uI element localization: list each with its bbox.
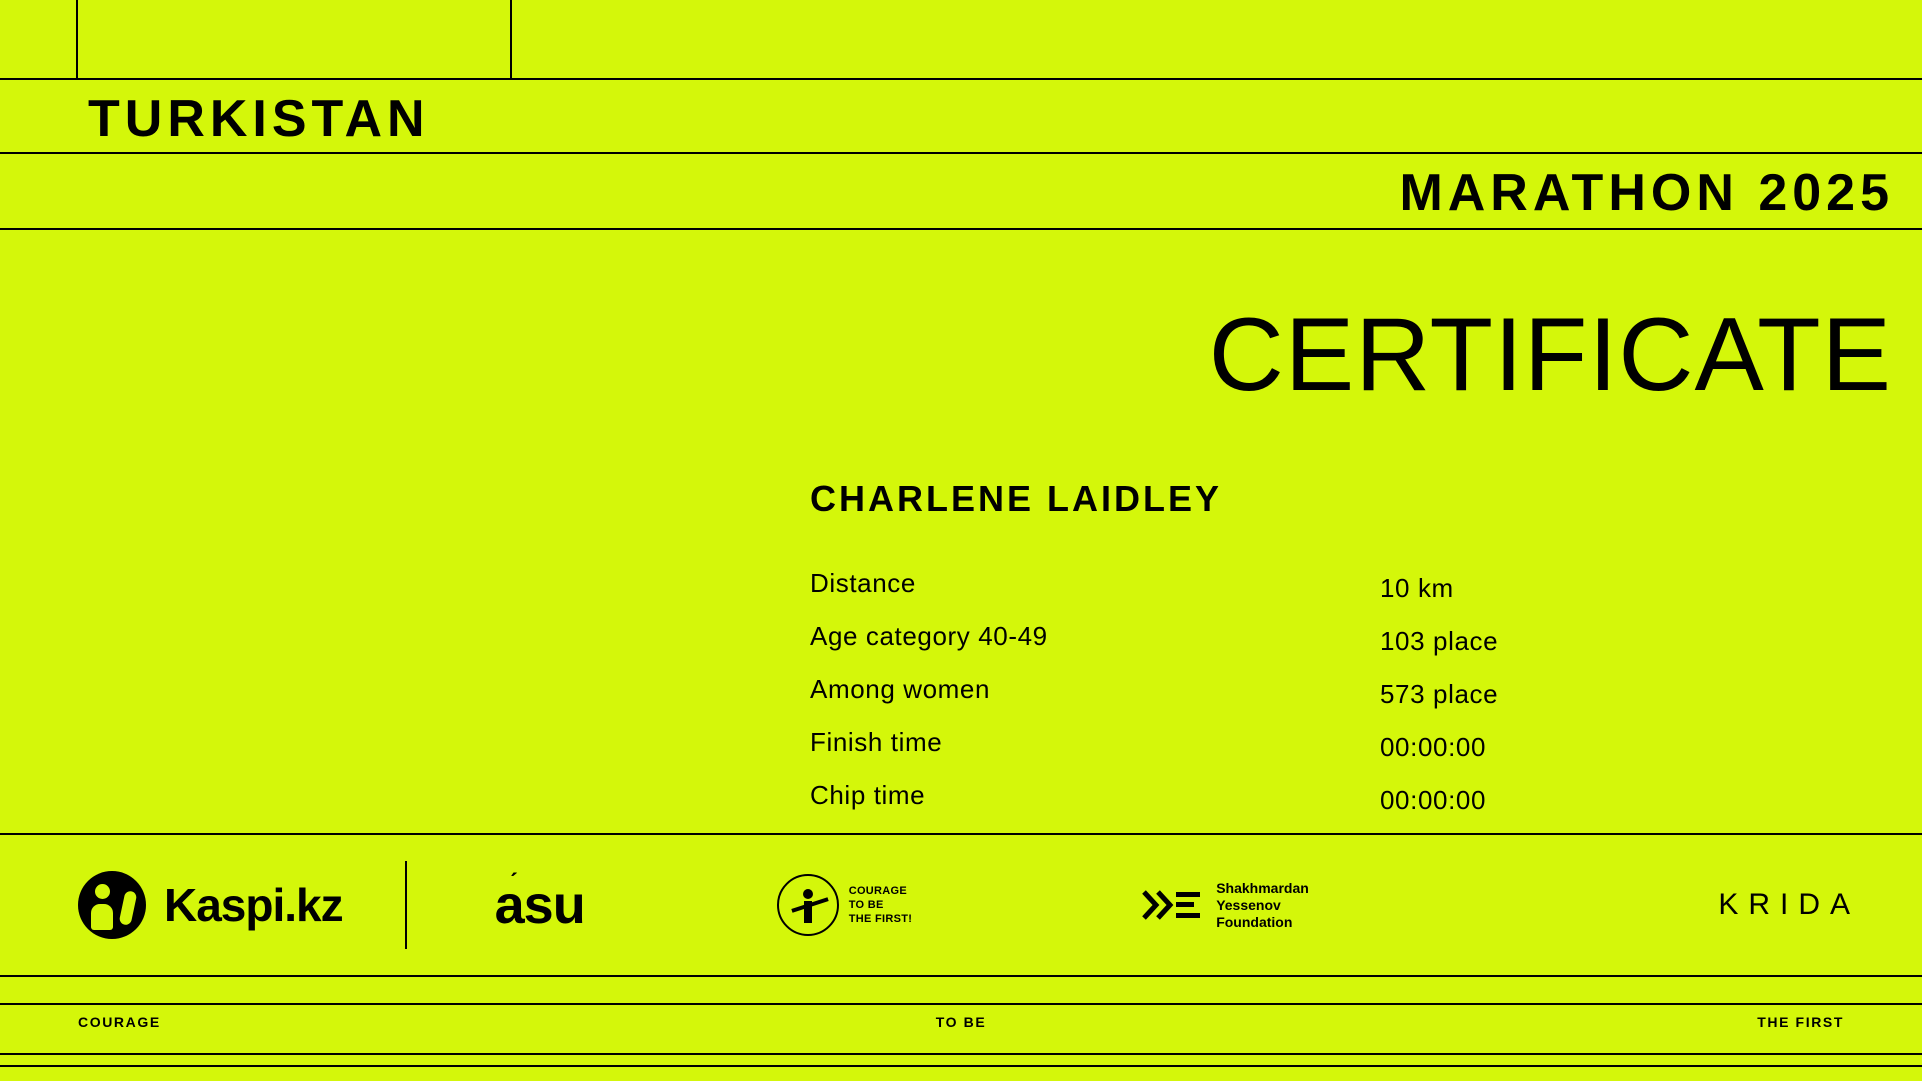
sponsor-asu: [495, 874, 585, 936]
divider-top-3: [0, 228, 1922, 230]
courage-fund-logo-icon: [777, 874, 839, 936]
detail-label: Age category 40-49: [810, 621, 1048, 651]
detail-row: [810, 674, 1650, 727]
detail-row: [810, 568, 1650, 621]
divider-page-bottom: [0, 1065, 1922, 1067]
courage-fund-text: [849, 884, 913, 926]
footer-left: COURAGE: [78, 1014, 161, 1030]
footer-center: TO BE: [935, 1014, 987, 1030]
divider-sponsors-bottom: [0, 975, 1922, 977]
sponsor-yessenov-foundation: [1142, 880, 1309, 931]
result-details: [810, 568, 1650, 833]
yessenov-line-3: Foundation: [1216, 913, 1293, 930]
detail-value: 00:00:00: [1380, 785, 1487, 815]
sponsor-kaspi-label: Kaspi.kz: [164, 879, 343, 931]
participant-name: CHARLENE LAIDLEY: [810, 478, 1223, 519]
footer-right: THE FIRST: [1757, 1014, 1844, 1030]
courage-line-2: TO BE: [848, 899, 884, 911]
detail-label: Among women: [810, 674, 991, 704]
courage-line-1: COURAGE: [848, 885, 908, 897]
detail-label: Distance: [810, 568, 916, 598]
divider-vertical-right: [510, 0, 512, 78]
detail-row: [810, 780, 1650, 833]
divider-top-2: [0, 152, 1922, 154]
divider-footer-top: [0, 1003, 1922, 1005]
sponsor-krida-label: KRIDA: [1718, 888, 1860, 921]
detail-label: Chip time: [810, 780, 926, 810]
divider-footer-bottom: [0, 1053, 1922, 1055]
sponsor-bar: [0, 835, 1922, 975]
footer-strip: [0, 1014, 1922, 1046]
detail-row: [810, 621, 1650, 674]
asu-logo-icon: [495, 874, 585, 936]
yessenov-text: [1216, 880, 1309, 931]
divider-top-1: [0, 78, 1922, 80]
detail-value: 103 place: [1380, 626, 1499, 656]
sponsor-divider: [405, 861, 407, 949]
detail-value: 10 km: [1380, 573, 1454, 603]
kaspi-logo-icon: [78, 871, 146, 939]
sponsor-asu-label: asu: [494, 875, 585, 935]
sponsor-krida: [1718, 888, 1860, 922]
yessenov-line-1: Shakhmardan: [1216, 879, 1309, 896]
detail-label: Finish time: [810, 727, 943, 757]
page-title: CERTIFICATE: [1208, 297, 1892, 413]
sponsor-kaspi: [78, 871, 343, 939]
courage-line-3: THE FIRST!: [848, 913, 913, 925]
header-line-marathon: MARATHON 2025: [1399, 164, 1894, 222]
yessenov-logo-icon: [1142, 888, 1204, 922]
yessenov-line-2: Yessenov: [1216, 896, 1281, 913]
header-line-turkistan: TURKISTAN: [88, 90, 430, 148]
detail-row: [810, 727, 1650, 780]
detail-value: 573 place: [1380, 679, 1499, 709]
detail-value: 00:00:00: [1380, 732, 1487, 762]
divider-vertical-left: [76, 0, 78, 78]
sponsor-courage-fund: [777, 874, 913, 936]
